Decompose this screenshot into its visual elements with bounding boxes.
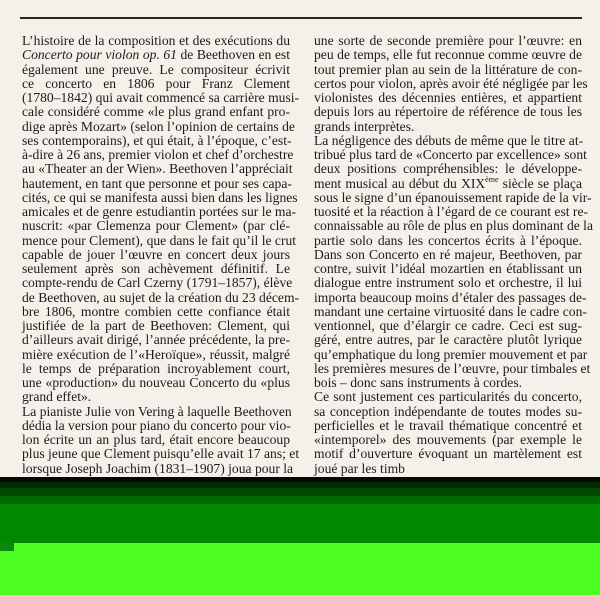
text-segment: mandant une certaine virtuosité dans le cadre con- <box>314 303 587 319</box>
text-segment: bre 1806, montre combien cette confiance était <box>22 303 290 319</box>
text-line <box>22 177 290 191</box>
text-segment: tuosité et la réaction à l’égard de ce courant est re- <box>314 204 588 219</box>
text-line <box>314 63 582 77</box>
text-line <box>22 305 290 319</box>
text-segment: de Beethoven, au sujet de la création du 23 décem- <box>22 289 300 305</box>
text-segment: tribué plus tard de «Concerto par excellence» sont <box>314 147 587 162</box>
text-line <box>314 48 582 62</box>
text-segment: dédia la version pour piano du concerto pour vio- <box>22 417 291 433</box>
text-segment: certos pour violon, après avoir été négligée par les <box>314 75 588 91</box>
text-line <box>22 390 290 404</box>
corruption-fragment <box>0 543 14 551</box>
text-line <box>22 204 297 219</box>
text-line <box>22 262 290 276</box>
text-line <box>314 276 582 290</box>
text-line <box>314 319 582 333</box>
text-line <box>314 447 582 461</box>
text-line <box>22 147 294 162</box>
text-segment: importa beaucoup moins d’étaler des passages de- <box>314 289 587 305</box>
text-segment: depuis lors au répertoire de référence de tous les <box>314 104 582 120</box>
text-line <box>314 303 587 319</box>
text-segment: tout premier plan au sein de la littérature de con- <box>314 61 582 77</box>
text-segment: ventionnel, que d’élargir ce cadre. Ceci est sug- <box>314 318 582 333</box>
text-line <box>22 248 290 262</box>
text-segment: Ce sont justement ces particularités du concerto, <box>314 389 582 405</box>
text-line <box>22 219 290 233</box>
text-line <box>314 234 582 248</box>
text-line <box>314 34 582 48</box>
text-segment: plus jeune que Clement puisqu’elle avait 17 ans; et <box>22 446 300 462</box>
text-segment: de Beethoven en est <box>176 47 290 63</box>
text-segment: les premières mesures de l’œuvre, pour timbales et <box>314 360 591 376</box>
text-segment: ses contemporains), et qui était, à l’époque, c’est- <box>22 132 292 148</box>
text-line <box>314 105 582 119</box>
text-segment: contre, suivit l’idéal mozartien en établissant un <box>314 261 582 276</box>
text-segment: peu de temps, elle fut reconnue comme œuvre de <box>314 47 582 63</box>
text-segment: «intemporel» des mouvements (par exemple le <box>314 432 582 447</box>
text-segment: également une preuve. Le compositeur écrivit <box>22 61 290 77</box>
text-line <box>22 134 290 148</box>
text-segment: mence pour Clement), que dans le fait qu’il le crut <box>22 232 297 248</box>
text-segment: amicales et de genre estudiantin portées sur le ma- <box>22 204 297 219</box>
corruption-band-bright <box>0 543 600 595</box>
text-line <box>314 360 591 376</box>
text-line <box>22 63 290 77</box>
text-segment: cale considéré comme «le plus grand enfant pro- <box>22 104 290 120</box>
text-line <box>22 77 290 91</box>
text-segment: une «production» du nouveau Concerto du «plus <box>22 375 290 390</box>
text-line <box>22 34 290 48</box>
text-segment: partie solo dans les concertos écrits à l’époque. <box>314 232 582 248</box>
text-line <box>314 189 592 205</box>
text-segment: siècle se plaça <box>498 175 582 191</box>
text-segment: La pianiste Julie von Vering à laquelle Beethoven <box>22 403 292 419</box>
text-line <box>314 174 582 191</box>
text-line <box>314 346 588 362</box>
text-line <box>314 262 582 276</box>
text-line <box>22 348 290 362</box>
header-rule <box>20 17 582 19</box>
text-line <box>22 460 294 476</box>
text-segment: d’ailleurs avait dirigé, l’année précédente, la pre- <box>22 332 290 348</box>
text-segment: Dans son Concerto en ré majeur, Beethoven, par <box>314 246 582 262</box>
text-line <box>314 218 593 234</box>
text-line <box>22 105 290 119</box>
text-segment: perficielles et le travail thématique concentré et <box>314 417 582 433</box>
text-segment: seulement après son achèvement définitif. Le <box>22 261 290 276</box>
text-segment: au «Theater an der Wien». Beethoven l’appréciait <box>22 161 293 177</box>
text-segment: ce concerto en 1806 pour Franz Clement <box>22 75 290 91</box>
text-segment: mière exécution de l’«Heroïque», réussit, malgré <box>22 346 290 362</box>
text-segment: grand effet». <box>22 389 92 405</box>
text-line <box>22 405 290 419</box>
text-segment: justifiée de la part de Beethoven: Clement, qui <box>22 318 290 333</box>
text-line <box>22 90 300 105</box>
text-segment: une sorte de seconde première pour l’œuvre: en <box>314 33 582 48</box>
text-segment: (1780–1842) qui avait commencé sa carrière musi- <box>22 90 300 105</box>
text-segment: sa conception indépendante de toutes modes su- <box>314 403 582 419</box>
text-column-left <box>22 33 300 476</box>
text-line <box>314 289 587 305</box>
text-column-right <box>314 33 593 476</box>
text-line <box>22 48 290 62</box>
text-segment: bois – donc sans instruments à cordes. <box>314 375 523 390</box>
text-segment: à-dire à 26 ans, premier violon et chef d’orchestre <box>22 147 294 162</box>
text-segment: L’histoire de la composition et des exécutions du <box>22 33 290 48</box>
text-segment: qu’emphatique du long premier mouvement et par <box>314 346 588 362</box>
corruption-band-dark2 <box>0 488 600 496</box>
text-segment: dialogue entre instrument solo et orchestre, il lui <box>314 275 582 291</box>
corruption-band-green <box>0 504 600 543</box>
text-line <box>314 462 582 476</box>
text-line <box>314 120 582 134</box>
text-segment: grands interprètes. <box>314 118 415 134</box>
text-segment: sous le signe d’un épanouissement rapide de la vir- <box>314 189 592 205</box>
text-segment: le temps de préparation incroyablement court, <box>22 360 290 376</box>
text-line <box>314 333 582 347</box>
text-line <box>314 147 587 162</box>
italic-title: Concerto pour violon op. 61 <box>22 47 177 63</box>
text-line <box>22 319 290 333</box>
text-segment: nuscrit: «par Clemenza pour Clement» (par clé- <box>22 218 290 234</box>
corruption-band-dark3 <box>0 496 600 504</box>
text-line <box>314 75 588 91</box>
text-line <box>314 390 582 404</box>
text-line <box>22 118 295 134</box>
text-line <box>22 232 297 248</box>
text-line <box>22 275 293 291</box>
text-segment: motif d’ouverture évoquant un martèlement est <box>314 446 582 462</box>
text-segment: lon écrite un an plus tard, était encore beaucoup <box>22 432 290 447</box>
text-line <box>22 446 300 462</box>
text-line <box>22 362 290 376</box>
text-line <box>22 419 290 433</box>
text-segment: capable de jouer l’œuvre en concert deux jours <box>22 246 290 262</box>
text-segment: La négligence des débuts de même que le titre at- <box>314 132 584 148</box>
text-segment: dige après Mozart» (selon l’opinion de certains de <box>22 118 295 134</box>
text-line <box>314 376 582 390</box>
text-segment: ment musical au début du XIX <box>314 175 486 191</box>
text-segment: connaissable au rôle de plus en plus dominant de la <box>314 218 593 234</box>
text-segment: hautement, en tant que personne et pour ses capa- <box>22 175 292 191</box>
text-line <box>314 405 582 419</box>
text-line <box>314 204 588 219</box>
text-line <box>22 189 298 205</box>
text-segment: géré, entre autres, par le caractère plutôt lyrique <box>314 332 582 348</box>
text-line <box>314 162 582 176</box>
text-segment: deux positions compréhensibles: le développe- <box>314 161 582 177</box>
text-line <box>314 134 582 148</box>
superscript: ème <box>485 174 499 184</box>
text-line <box>22 333 290 347</box>
text-line <box>314 248 582 262</box>
text-line <box>22 161 293 177</box>
text-segment: violonistes des décennies entières, et appartient <box>314 90 582 105</box>
text-segment: compte-rendu de Carl Czerny (1791–1857), élève <box>22 275 293 291</box>
text-line <box>22 289 300 305</box>
text-line <box>314 433 582 447</box>
text-line <box>22 433 290 447</box>
text-segment: lorsque Joseph Joachim (1831–1907) joua pour la <box>22 460 294 476</box>
text-line <box>22 376 290 390</box>
text-segment: joué par les timb <box>314 460 405 476</box>
text-segment: cités, ce qui se manifesta aussi bien dans les lignes <box>22 189 298 205</box>
text-line <box>314 419 582 433</box>
text-line <box>314 91 582 105</box>
